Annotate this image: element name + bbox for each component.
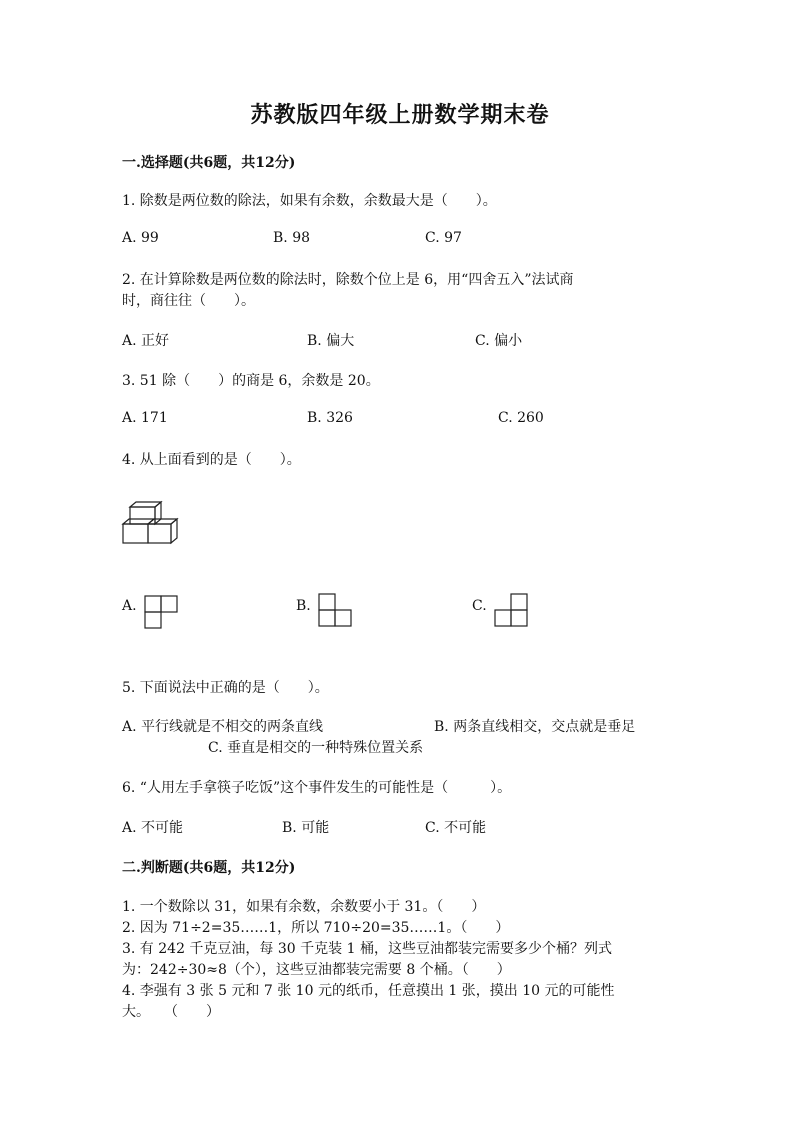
question-5-text: 5. 下面说法中正确的是（ ）。	[122, 680, 329, 696]
q4-option-b-figure	[318, 593, 352, 627]
q6-option-a: A. 不可能	[122, 820, 184, 836]
section-heading-judgement: 二.判断题(共6题，共12分)	[122, 860, 296, 876]
judgement-1-text: 1. 一个数除以 31，如果有余数，余数要小于 31。（ ）	[122, 899, 486, 915]
q6-option-b: B. 可能	[282, 820, 330, 836]
bottom-right-cube-front-face	[148, 524, 171, 543]
question-1-text: 1. 除数是两位数的除法，如果有余数，余数最大是（ ）。	[122, 193, 497, 209]
q1-option-b: B. 98	[273, 230, 311, 246]
q4-option-b: B.	[296, 598, 311, 614]
bottom-left-cube-front-face	[123, 524, 148, 543]
q2-option-c: C. 偏小	[475, 333, 523, 349]
q4-option-a-figure	[144, 595, 178, 629]
cube-stack-figure	[120, 500, 182, 548]
q4-option-a: A.	[122, 598, 137, 614]
q4-option-c: C.	[472, 598, 487, 614]
q2-option-a: A. 正好	[122, 333, 170, 349]
judgement-3-text-line1: 3. 有 242 千克豆油，每 30 千克装 1 桶，这些豆油都装完需要多少个桶？列式	[122, 941, 612, 957]
q5-option-a: A. 平行线就是不相交的两条直线	[122, 719, 324, 735]
q5-option-c: C. 垂直是相交的一种特殊位置关系	[208, 740, 424, 756]
page-title: 苏教版四年级上册数学期末卷	[250, 102, 550, 128]
q1-option-c: C. 97	[425, 230, 462, 246]
q3-option-a: A. 171	[122, 410, 168, 426]
judgement-4-text-line1: 4. 李强有 3 张 5 元和 7 张 10 元的纸币，任意摸出 1 张，摸出 10 元的可能性	[122, 983, 615, 999]
q6-option-c: C. 不可能	[425, 820, 487, 836]
question-2-text-line1: 2. 在计算除数是两位数的除法时，除数个位上是 6，用“四舍五入”法试商	[122, 272, 574, 288]
question-2-text-line2: 时，商往往（ ）。	[122, 293, 255, 309]
q4-option-c-figure	[494, 593, 528, 627]
judgement-3-text-line2: 为：242÷30≈8（个），这些豆油都装完需要 8 个桶。（ ）	[122, 962, 511, 978]
question-3-text: 3. 51 除（ ）的商是 6，余数是 20。	[122, 373, 380, 389]
bottom-right-cube-side-face	[171, 519, 177, 543]
q2-option-b: B. 偏大	[307, 333, 355, 349]
judgement-4-text-line2: 大。 （ ）	[122, 1004, 220, 1020]
question-4-text: 4. 从上面看到的是（ ）。	[122, 452, 301, 468]
judgement-2-text: 2. 因为 71÷2=35……1，所以 710÷20=35……1。（ ）	[122, 920, 510, 936]
q5-option-b: B. 两条直线相交，交点就是垂足	[434, 719, 636, 735]
q3-option-c: C. 260	[498, 410, 544, 426]
question-6-text: 6. “人用左手拿筷子吃饭”这个事件发生的可能性是（ ）。	[122, 780, 512, 796]
q1-option-a: A. 99	[122, 230, 159, 246]
top-cube-side-face	[155, 502, 161, 524]
section-heading-choice: 一.选择题(共6题，共12分)	[122, 155, 296, 171]
q3-option-b: B. 326	[307, 410, 353, 426]
